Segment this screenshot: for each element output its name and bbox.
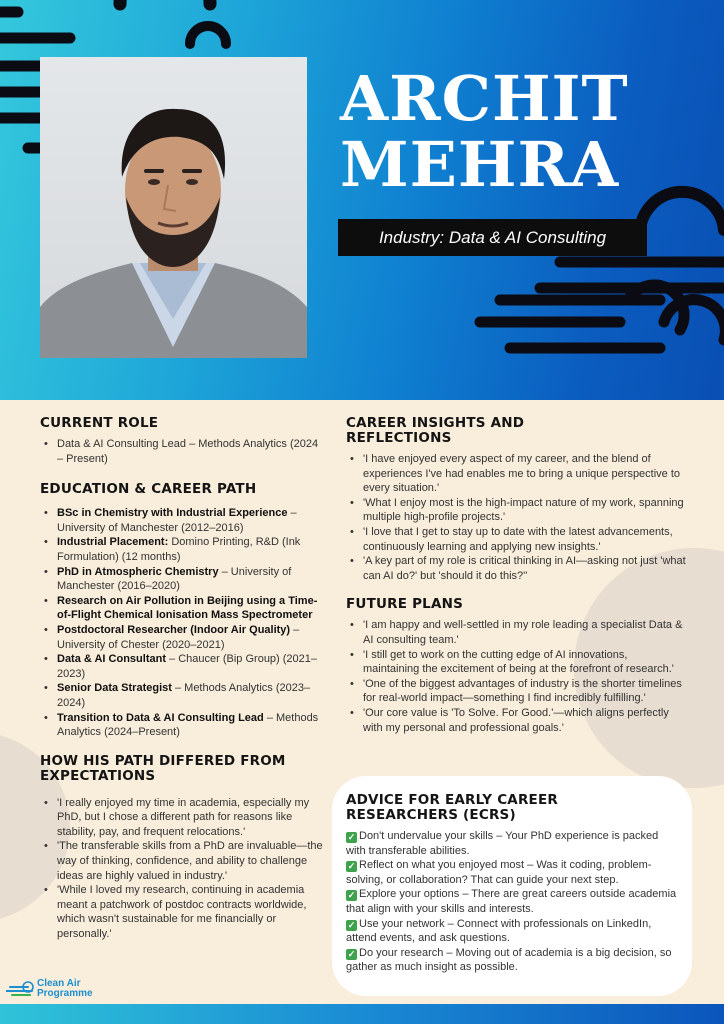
list-item: • Transition to Data & AI Consulting Lead – Methods Analytics (2024–Present) <box>40 711 325 740</box>
list-item: • 'I love that I get to stay up to date with the latest advancements, continuously learning and applying new insights.' <box>346 525 686 554</box>
list-item: • 'I have enjoyed every aspect of my career, and the blend of experiences I've had enables me to bring a unique perspective to every situation.' <box>346 452 686 496</box>
future-plans-section <box>346 597 686 735</box>
list-item: • BSc in Chemistry with Industrial Experience – University of Manchester (2012–2016) <box>40 506 325 535</box>
education-heading: EDUCATION & CAREER PATH <box>40 481 257 498</box>
list-item: • Industrial Placement: Domino Printing, R&D (Ink Formulation) (12 months) <box>40 535 325 564</box>
list-item: • 'The transferable skills from a PhD are invaluable—the way of thinking, confidence, and ability to challenge ideas are highly valued in industry.' <box>40 839 325 883</box>
advice-card <box>332 776 692 996</box>
right-column <box>346 416 686 749</box>
check-icon: ✓ <box>347 832 356 842</box>
list-item: • 'I am happy and well-settled in my role leading a specialist Data & AI consulting team.' <box>346 618 686 647</box>
list-item: • 'While I loved my research, continuing in academia meant a patchwork of postdoc contracts worldwide, which wasn't sustainable for me financially or personally.' <box>40 883 325 941</box>
person-name <box>340 62 710 201</box>
advice-item: ✓ Do your research – Moving out of academia is a big decision, so gather as much insight as possible. <box>346 946 672 974</box>
industry-label: Industry: Data & AI Consulting <box>338 219 647 256</box>
profile-photo <box>40 57 307 358</box>
advice-item: ✓ Explore your options – There are great careers outside academia that align with your skills and interests. <box>346 888 677 915</box>
cloud-wind-icon <box>6 979 36 1001</box>
clean-air-programme-logo <box>6 979 106 1001</box>
advice-item: ✓ Reflect on what you enjoyed most – Was it coding, problem-solving, or collaboration? That can guide your next step. <box>346 859 652 886</box>
check-icon: ✓ <box>347 861 356 872</box>
path-differed-heading: HOW HIS PATH DIFFERED FROM EXPECTATIONS <box>40 752 286 784</box>
logo-text: Clean Air Programme <box>37 978 93 999</box>
current-role-heading: CURRENT ROLE <box>40 415 159 431</box>
advice-item: ✓ Don't undervalue your skills – Your PhD experience is packed with transferable abilities. <box>346 830 659 857</box>
first-name: ARCHIT <box>340 62 629 135</box>
list-item: • 'I really enjoyed my time in academia, especially my PhD, but I chose a different path for reasons like stability, pay, and frequent relocations.' <box>40 796 325 840</box>
advice-item: ✓ Use your network – Connect with professionals on LinkedIn, attend events, and ask questions. <box>346 917 652 945</box>
list-item: • 'Our core value is 'To Solve. For Good.'—which aligns perfectly with my personal and professional goals.' <box>346 706 686 735</box>
list-item: • 'A key part of my role is critical thinking in AI—asking not just 'what can AI do?' but 'should it do this?'' <box>346 554 686 583</box>
list-item: • Data & AI Consulting Lead – Methods Analytics (2024 – Present) <box>40 437 325 466</box>
path-differed-section <box>40 754 325 942</box>
list-item: • Postdoctoral Researcher (Indoor Air Quality) – University of Chester (2020–2021) <box>40 623 325 652</box>
future-plans-heading: FUTURE PLANS <box>346 596 464 613</box>
footer-bar <box>0 1004 724 1024</box>
header-banner <box>0 0 724 400</box>
left-column <box>40 416 325 956</box>
list-item: • Research on Air Pollution in Beijing using a Time-of-Flight Chemical Ionisation Mass Spectrometer <box>40 594 325 623</box>
list-item: • Data & AI Consultant – Chaucer (Bip Group) (2021–2023) <box>40 652 325 681</box>
check-icon: ✓ <box>347 890 356 901</box>
advice-heading: ADVICE FOR EARLY CAREER RESEARCHERS (ECRS) <box>346 792 558 823</box>
current-role-section <box>40 416 325 466</box>
list-item: • 'I still get to work on the cutting edge of AI innovations, maintaining the excitement of being at the forefront of research.' <box>346 648 686 677</box>
insights-section <box>346 416 686 583</box>
check-icon: ✓ <box>347 948 356 959</box>
insights-heading: CAREER INSIGHTS AND REFLECTIONS <box>346 415 525 446</box>
last-name: MEHRA <box>340 128 620 201</box>
check-icon: ✓ <box>347 919 356 930</box>
list-item: • 'One of the biggest advantages of industry is the shorter timelines for real-world impact—something I find incredibly fulfilling.' <box>346 677 686 706</box>
list-item: • 'What I enjoy most is the high-impact nature of my work, spanning multiple high-profile projects.' <box>346 496 686 525</box>
list-item: • PhD in Atmospheric Chemistry – University of Manchester (2016–2020) <box>40 565 325 594</box>
list-item: • Senior Data Strategist – Methods Analytics (2023–2024) <box>40 681 325 710</box>
education-section <box>40 482 325 740</box>
